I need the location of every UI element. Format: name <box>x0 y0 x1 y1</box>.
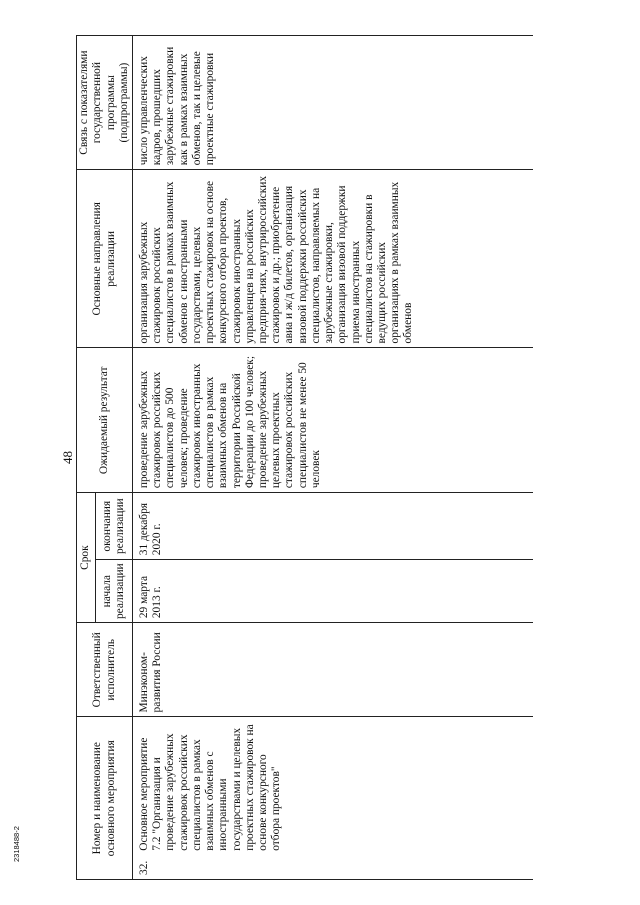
header-executor: Ответственный исполнитель <box>77 623 133 717</box>
document-id: 2318488-2 <box>12 826 21 862</box>
rotated-page-content <box>60 35 580 880</box>
header-term: Срок <box>77 493 96 623</box>
header-end: окончания реализации <box>96 493 133 560</box>
cell-start: 29 марта 2013 г. <box>133 560 533 623</box>
table-header-row <box>77 36 96 880</box>
program-activities-table <box>76 35 533 880</box>
cell-number-name <box>133 717 533 880</box>
cell-executor: Минэконом-развития России <box>133 623 533 717</box>
cell-result: проведение зарубежных стажировок российских специалистов до 500 человек; проведение стажировок иностранных специалистов в рамках взаимных обменов на территории Российской Федерации до 100 человек; проведение зарубежных целевых проектных стажировок российских специалистов не менее 50 человек <box>133 348 533 493</box>
cell-end: 31 декабря 2020 г. <box>133 493 533 560</box>
page-number: 48 <box>60 451 75 464</box>
row-number: 32. <box>138 860 150 875</box>
header-start: начала реализации <box>96 560 133 623</box>
header-result: Ожидаемый результат <box>77 348 133 493</box>
header-number-name: Номер и наименование основного мероприятия <box>77 717 133 880</box>
header-directions: Основные направления реализации <box>77 170 133 348</box>
activity-name: Основное мероприятие 7.2 "Организация и проведение зарубежных стажировок российских специалистов в рамках взаимных обменов с иностранными государствами и целевых проектных стажировок на основе конкурсного отбора проектов" <box>138 724 283 851</box>
header-link: Связь с показателями государственной программы (подпрограммы) <box>77 36 133 170</box>
cell-link: число управленческих кадров, прошедших зарубежные стажировки как в рамках взаимных обменов, так и целевые проектные стажировки <box>133 36 533 170</box>
cell-directions: организация зарубежных стажировок российских специалистов в рамках взаимных обменов с иностранными государствами, целевых проектных стажировок на основе конкурсного отбора проектов, стажировок иностранных управленцев на российских предприя-тиях, внутрироссийских стажировок и др.; приобретение авиа и ж/д билетов, организация визовой поддержки российских специалистов, направляемых на зарубежные стажировки, организация визовой поддержки приема иностранных специалистов на стажировки в ведущих российских организациях в рамках взаимных обменов <box>133 170 533 348</box>
table-row <box>133 36 533 880</box>
